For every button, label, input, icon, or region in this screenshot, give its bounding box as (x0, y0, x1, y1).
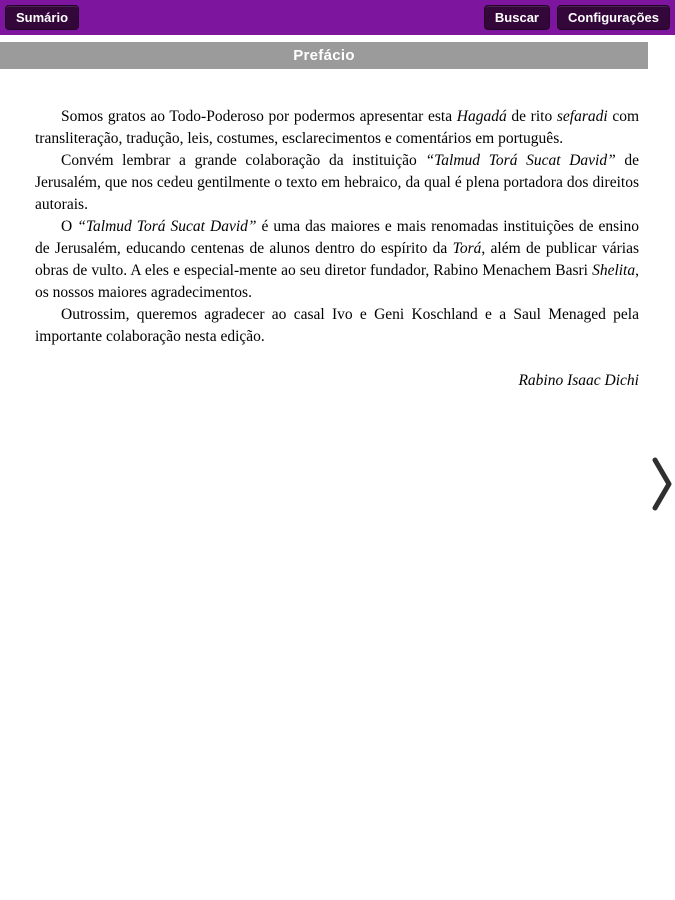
text-segment-italic: “Talmud Torá Sucat David” (77, 218, 257, 235)
text-segment: , os nossos maiores agradecimentos. (35, 262, 639, 301)
text-segment-italic: Torá (452, 240, 482, 257)
chevron-right-icon (652, 456, 672, 515)
text-segment: com transliteração, tradução, leis, costumes, esclarecimentos e comentários em português. (35, 108, 640, 147)
text-segment: Convém lembrar a grande colaboração da instituição (61, 152, 426, 169)
text-segment: , além de publicar várias obras de vulto. A eles e especial-mente ao seu diretor fundador, Rabino Menachem Basri (35, 240, 640, 279)
book-page-content (0, 69, 675, 392)
page-title: Prefácio (293, 47, 355, 64)
text-segment-italic: Shelita (592, 262, 636, 279)
settings-button[interactable]: Configurações (557, 5, 670, 30)
text-segment-italic: Hagadá (456, 108, 507, 125)
search-button[interactable]: Buscar (484, 5, 550, 30)
text-segment: O (61, 218, 78, 235)
paragraph (35, 106, 639, 150)
text-segment: de Jerusalém, que nos cedeu gentilmente o texto em hebraico, da qual é plena portadora dos direitos autorais. (35, 152, 640, 213)
paragraph (35, 150, 639, 216)
text-segment: é uma das maiores e mais renomadas instituições de ensino de Jerusalém, educando centenas de alunos dentro do espírito da (35, 218, 639, 257)
text-segment-italic: “Talmud Torá Sucat David” (425, 152, 616, 169)
paragraph (35, 304, 639, 348)
paragraph (35, 216, 639, 304)
summary-button[interactable]: Sumário (5, 5, 79, 30)
text-segment: Somos gratos ao Todo-Poderoso por podermos apresentar esta (61, 108, 457, 125)
text-segment: Outrossim, queremos agradecer ao casal Ivo e Geni Koschland e a Saul Menaged pela importante colaboração nesta edição. (35, 306, 639, 345)
next-page-button[interactable] (651, 455, 673, 515)
text-segment-italic: sefaradi (556, 108, 608, 125)
text-segment: de rito (506, 108, 557, 125)
top-bar (0, 0, 675, 35)
chapter-title-bar (0, 42, 648, 69)
author-signature: Rabino Isaac Dichi (518, 372, 639, 389)
